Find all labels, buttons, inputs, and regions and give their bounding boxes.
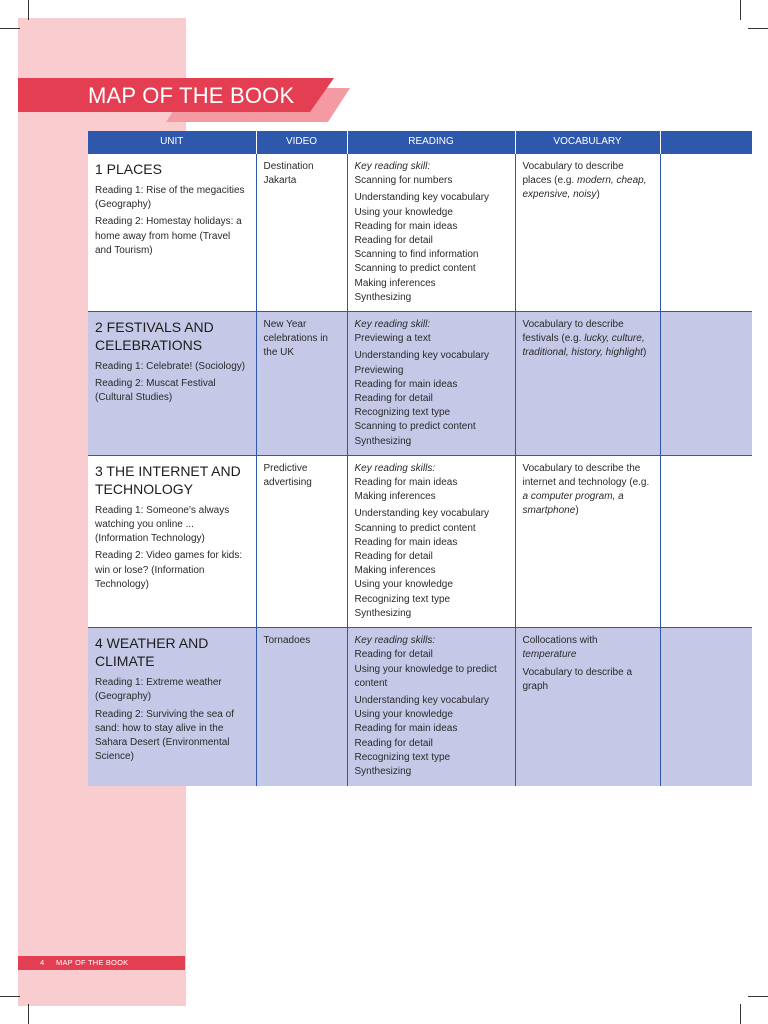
vocab-examples: modern, cheap, expensive, noisy xyxy=(522,175,647,201)
skill-item: Making inferences xyxy=(354,277,436,289)
skill-item: Recognizing text type xyxy=(354,751,451,763)
unit-title: 3 THE INTERNET AND TECHNOLOGY xyxy=(95,462,241,497)
table-row xyxy=(88,154,752,312)
skill-label: Key reading skill: xyxy=(354,319,431,331)
unit-title: 4 WEATHER AND CLIMATE xyxy=(95,635,209,670)
table-header-row xyxy=(88,131,752,154)
skill-item: Understanding key vocabulary xyxy=(354,192,490,204)
video-cell: Tornadoes xyxy=(256,628,347,786)
map-of-book-table xyxy=(88,131,752,786)
unit-cell xyxy=(88,628,256,786)
table-row xyxy=(88,312,752,456)
key-skill: Previewing a text xyxy=(354,333,431,345)
reading-item: Reading 2: Homestay holidays: a home away from home (Travel and Tourism) xyxy=(95,216,242,256)
skill-item: Synthesizing xyxy=(354,765,412,777)
skill-item: Scanning to predict content xyxy=(354,263,476,275)
header-unit: UNIT xyxy=(88,131,256,154)
table-row xyxy=(88,628,752,786)
unit-cell xyxy=(88,154,256,312)
reading-cell xyxy=(347,628,515,786)
video-cell: Destination Jakarta xyxy=(256,154,347,312)
video-cell: New Year celebrations in the UK xyxy=(256,312,347,456)
header-vocabulary: VOCABULARY xyxy=(515,131,660,154)
page-title: MAP OF THE BOOK xyxy=(88,83,295,108)
reading-item: Reading 2: Muscat Festival (Cultural Studies) xyxy=(95,378,216,404)
skill-item: Using your knowledge xyxy=(354,206,453,218)
reading-item: Reading 1: Someone's always watching you online ... (Information Technology) xyxy=(95,504,230,545)
vocab-text: Collocations with xyxy=(522,635,598,647)
reading-item: Reading 1: Rise of the megacities (Geography) xyxy=(95,185,245,211)
skill-item: Understanding key vocabulary xyxy=(354,350,490,362)
vocab-text: Vocabulary to describe the internet and technology (e.g. xyxy=(522,462,650,489)
header-reading: READING xyxy=(347,131,515,154)
vocab-text-end: ) xyxy=(642,347,647,359)
vocabulary-cell xyxy=(515,455,660,627)
key-skill: Reading for detail xyxy=(354,649,433,661)
reading-item: Reading 2: Video games for kids: win or lose? (Information Technology) xyxy=(95,550,243,590)
vocab-text-end: ) xyxy=(596,189,600,201)
crop-mark xyxy=(0,28,20,29)
vocabulary-cell xyxy=(515,312,660,456)
header-extra xyxy=(660,131,752,154)
skill-item: Using your knowledge xyxy=(354,709,453,721)
extra-cell xyxy=(660,628,752,786)
unit-cell xyxy=(88,455,256,627)
footer-label: MAP OF THE BOOK xyxy=(56,958,129,967)
crop-mark xyxy=(0,996,20,997)
reading-item: Reading 1: Extreme weather (Geography) xyxy=(95,677,222,703)
vocabulary-cell xyxy=(515,628,660,786)
vocab-text: Vocabulary to describe festivals (e.g. xyxy=(522,319,624,345)
vocabulary-cell xyxy=(515,154,660,312)
page-number: 4 xyxy=(40,958,45,967)
crop-mark xyxy=(740,1004,741,1024)
skill-item: Reading for main ideas xyxy=(354,723,458,735)
skill-item: Recognizing text type xyxy=(354,593,451,605)
vocab-examples: temperature xyxy=(522,649,577,661)
skill-item: Reading for main ideas xyxy=(354,536,458,548)
skill-item: Reading for detail xyxy=(354,737,433,749)
skill-item: Making inferences xyxy=(354,565,436,577)
vocab-text: Vocabulary to describe places (e.g. xyxy=(522,161,624,187)
vocab-examples: lucky, culture, traditional, history, highlight xyxy=(522,333,645,359)
skill-item: Using your knowledge xyxy=(354,579,453,591)
header-video: VIDEO xyxy=(256,131,347,154)
key-skill: Reading for main ideas xyxy=(354,477,458,489)
unit-title: 2 FESTIVALS AND CELEBRATIONS xyxy=(95,319,214,354)
vocab-text: Vocabulary to describe a graph xyxy=(522,666,633,692)
crop-mark xyxy=(28,1004,29,1024)
extra-cell xyxy=(660,154,752,312)
table-row xyxy=(88,455,752,627)
reading-item: Reading 2: Surviving the sea of sand: how to stay alive in the Sahara Desert (Environmental Science) xyxy=(95,708,234,763)
skill-item: Scanning to predict content xyxy=(354,522,476,534)
skill-label: Key reading skill: xyxy=(354,161,431,172)
crop-mark xyxy=(748,996,768,997)
crop-mark xyxy=(748,28,768,29)
crop-mark xyxy=(28,0,29,20)
skill-label: Key reading skills: xyxy=(354,635,436,647)
skill-item: Synthesizing xyxy=(354,291,412,303)
extra-cell xyxy=(660,312,752,456)
unit-cell xyxy=(88,312,256,456)
skill-item: Scanning to find information xyxy=(354,249,479,261)
key-skill: Making inferences xyxy=(354,491,436,503)
reading-cell xyxy=(347,455,515,627)
key-skill: Using your knowledge to predict content xyxy=(354,663,497,689)
skill-item: Reading for detail xyxy=(354,551,433,563)
skill-item: Understanding key vocabulary xyxy=(354,694,490,706)
key-skill: Scanning for numbers xyxy=(354,175,453,187)
skill-item: Scanning to predict content xyxy=(354,421,476,433)
skill-item: Reading for detail xyxy=(354,393,433,405)
extra-cell xyxy=(660,455,752,627)
skill-item: Reading for main ideas xyxy=(354,378,458,390)
skill-item: Recognizing text type xyxy=(354,407,451,419)
vocab-text-end: ) xyxy=(575,505,579,517)
skill-item: Understanding key vocabulary xyxy=(354,508,490,520)
skill-item: Reading for main ideas xyxy=(354,220,458,232)
vocab-examples: a computer program, a smartphone xyxy=(522,491,624,517)
skill-item: Previewing xyxy=(354,364,404,376)
skill-item: Synthesizing xyxy=(354,607,412,619)
crop-mark xyxy=(740,0,741,20)
skill-item: Synthesizing xyxy=(354,435,412,447)
unit-title: 1 PLACES xyxy=(95,161,162,177)
skill-item: Reading for detail xyxy=(354,235,433,247)
reading-cell xyxy=(347,312,515,456)
reading-item: Reading 1: Celebrate! (Sociology) xyxy=(95,361,246,373)
skill-label: Key reading skills: xyxy=(354,462,436,474)
reading-cell xyxy=(347,154,515,312)
video-cell: Predictive advertising xyxy=(256,455,347,627)
page-footer xyxy=(18,956,185,970)
